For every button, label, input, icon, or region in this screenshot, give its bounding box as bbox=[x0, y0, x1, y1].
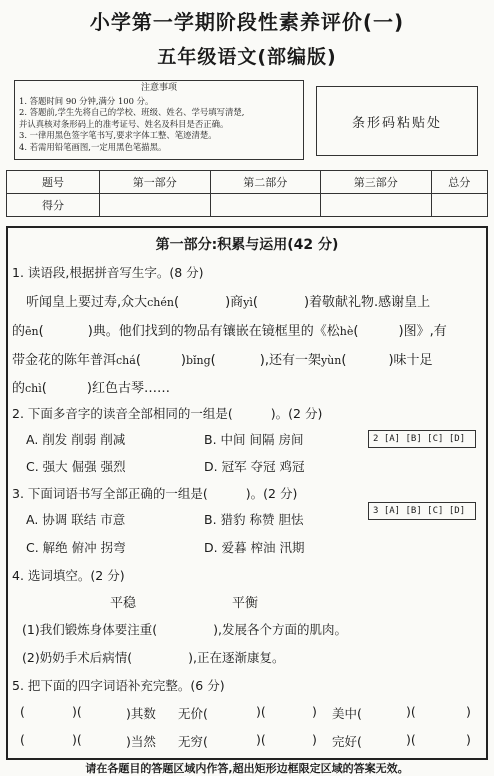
notice-box bbox=[14, 80, 304, 160]
pinyin: hè bbox=[339, 325, 354, 338]
score-input-cell[interactable] bbox=[210, 194, 321, 217]
q1-blank[interactable]: ( ) bbox=[41, 381, 92, 396]
q1-text: ,还有一架 bbox=[264, 353, 321, 368]
q5-word-part: 美中( bbox=[332, 706, 362, 721]
exam-title: 小学第一学期阶段性素养评价(一) bbox=[89, 10, 405, 34]
q5-stem: 5. 把下面的四字词语补充完整。(6 分) bbox=[12, 678, 225, 693]
pinyin: bǐng bbox=[185, 354, 211, 367]
q1-text: 红色古琴…… bbox=[91, 381, 170, 396]
notice-item: 1. 答题时间 90 分钟,满分 100 分。 bbox=[19, 95, 154, 106]
q5-blank[interactable]: )( bbox=[256, 704, 266, 719]
notice-heading: 注意事项 bbox=[140, 83, 177, 93]
section-title: 第一部分:积累与运用(42 分) bbox=[155, 237, 339, 253]
q2-stem-text: 2. 下面多音字的读音全部相同的一组是( bbox=[12, 406, 233, 421]
q5-blank[interactable]: ) bbox=[466, 704, 471, 719]
q5-blank[interactable]: ) bbox=[466, 732, 471, 747]
q2-answer-box[interactable]: 2 [A] [B] [C] [D] bbox=[368, 430, 476, 448]
q2-option-a: A. 削发 削弱 削减 bbox=[26, 432, 126, 447]
q4-word-2: 平衡 bbox=[232, 596, 259, 611]
score-input-cell[interactable] bbox=[100, 194, 211, 217]
q4-sentence-1 bbox=[22, 620, 347, 638]
q1-text: 商 bbox=[230, 295, 244, 310]
q1-text: 带金花的陈年普洱 bbox=[12, 353, 117, 368]
q1-blank[interactable]: ( ) bbox=[252, 295, 310, 310]
score-header-cell: 第二部分 bbox=[210, 171, 321, 194]
q4-sentence-2 bbox=[22, 648, 284, 666]
q5-blank[interactable]: ) bbox=[312, 732, 317, 747]
q1-blank[interactable]: ( ) bbox=[38, 324, 93, 339]
q5-blank[interactable]: )( bbox=[72, 704, 82, 719]
q3-option-b: B. 猎豹 称赞 胆怯 bbox=[204, 512, 304, 527]
pinyin: yì bbox=[243, 296, 253, 309]
pinyin: yùn bbox=[320, 354, 342, 367]
exam-subtitle: 五年级语文(部编版) bbox=[157, 46, 337, 68]
q5-word-part: )其数 bbox=[126, 706, 156, 721]
q1-text: 味十足 bbox=[393, 353, 433, 368]
q1-text: 的 bbox=[12, 324, 26, 339]
q1-blank[interactable]: ( ) bbox=[135, 353, 186, 368]
notice-item: 并认真核对条形码上的准考证号、姓名及科目是否正确。 bbox=[19, 118, 229, 129]
q2-stem-end: )。(2 分) bbox=[270, 406, 323, 421]
q2-option-c: C. 强大 倔强 强烈 bbox=[26, 459, 126, 474]
q4-s1-text: (1)我们锻炼身体要注重( bbox=[22, 622, 158, 637]
score-input-cell[interactable] bbox=[321, 194, 432, 217]
pinyin: ēn bbox=[25, 325, 39, 338]
q1-text: 的 bbox=[12, 381, 26, 396]
score-row-label: 得分 bbox=[7, 194, 100, 217]
q1-blank[interactable]: ( ) bbox=[353, 324, 404, 339]
q5-blank[interactable]: )( bbox=[406, 704, 416, 719]
q5-blank[interactable]: )( bbox=[406, 732, 416, 747]
q1-blank[interactable]: ( ) bbox=[341, 353, 394, 368]
q1-text: 图》,有 bbox=[403, 324, 447, 339]
q3-stem bbox=[12, 484, 297, 502]
score-header-cell: 题号 bbox=[7, 171, 100, 194]
q5-word-part: )当然 bbox=[126, 734, 156, 749]
score-table-header-row bbox=[7, 171, 488, 194]
notice-item: 3. 一律用黑色签字笔书写,要求字体工整、笔迹清楚。 bbox=[19, 130, 217, 141]
q1-text: 着敬献礼物.感谢皇上 bbox=[309, 295, 431, 310]
score-header-cell: 第三部分 bbox=[321, 171, 432, 194]
q5-word-part: 完好( bbox=[332, 734, 362, 749]
q5-blank[interactable]: )( bbox=[72, 732, 82, 747]
pinyin: chì bbox=[25, 382, 42, 395]
q1-stem: 1. 读语段,根据拼音写生字。(8 分) bbox=[12, 265, 204, 280]
q5-blank[interactable]: )( bbox=[256, 732, 266, 747]
q1-line4 bbox=[12, 377, 170, 396]
q4-stem: 4. 选词填空。(2 分) bbox=[12, 568, 125, 583]
q2-option-d: D. 冠军 夺冠 鸡冠 bbox=[204, 459, 305, 474]
score-input-cell[interactable] bbox=[431, 194, 488, 217]
footer-note: 请在各题目的答题区域内作答,超出矩形边框限定区域的答案无效。 bbox=[85, 762, 409, 775]
q5-blank[interactable]: ( bbox=[20, 704, 25, 719]
q3-stem-text: 3. 下面词语书写全部正确的一组是( bbox=[12, 486, 208, 501]
q4-s2-text: (2)奶奶手术后病情( bbox=[22, 650, 133, 665]
q4-word-1: 平稳 bbox=[110, 596, 137, 611]
notice-item: 2. 答题前,学生先将自己的学校、班级、姓名、学号填写清楚, bbox=[19, 107, 245, 118]
q3-stem-end: )。(2 分) bbox=[245, 486, 298, 501]
q4-s2-end: ),正在逐渐康复。 bbox=[188, 650, 285, 665]
q1-blank[interactable]: ( ) bbox=[210, 353, 265, 368]
score-table bbox=[6, 170, 488, 217]
notice-item: 4. 若需用铅笔画图,一定用黑色笔描黑。 bbox=[19, 141, 167, 152]
q1-blank[interactable]: ( ) bbox=[173, 295, 231, 310]
q5-blank[interactable]: ) bbox=[312, 704, 317, 719]
q5-word-part: 无价( bbox=[178, 706, 208, 721]
pinyin: chá bbox=[116, 354, 136, 367]
q3-option-a: A. 协调 联结 市意 bbox=[26, 512, 126, 527]
q2-stem bbox=[12, 404, 322, 422]
score-header-cell: 第一部分 bbox=[100, 171, 211, 194]
score-table-score-row bbox=[7, 194, 488, 217]
score-header-cell: 总分 bbox=[431, 171, 488, 194]
q1-line2 bbox=[12, 320, 447, 339]
q5-word-part: 无穷( bbox=[178, 734, 208, 749]
q1-text: 典。他们找到的物品有镶嵌在镜框里的《松 bbox=[92, 324, 340, 339]
q3-option-d: D. 爱暮 榨油 汛期 bbox=[204, 540, 305, 555]
q3-option-c: C. 解绝 俯冲 拐弯 bbox=[26, 540, 126, 555]
q5-blank[interactable]: ( bbox=[20, 732, 25, 747]
pinyin: chén bbox=[147, 296, 174, 309]
q1-text: 听闻皇上要过寿,众大 bbox=[26, 295, 148, 310]
barcode-area: 条形码粘贴处 bbox=[316, 86, 478, 156]
q1-line3 bbox=[12, 349, 433, 368]
q2-option-b: B. 中间 间隔 房间 bbox=[204, 432, 304, 447]
q4-s1-end: ),发展各个方面的肌肉。 bbox=[213, 622, 347, 637]
q3-answer-box[interactable]: 3 [A] [B] [C] [D] bbox=[368, 502, 476, 520]
q1-line1 bbox=[26, 291, 430, 310]
